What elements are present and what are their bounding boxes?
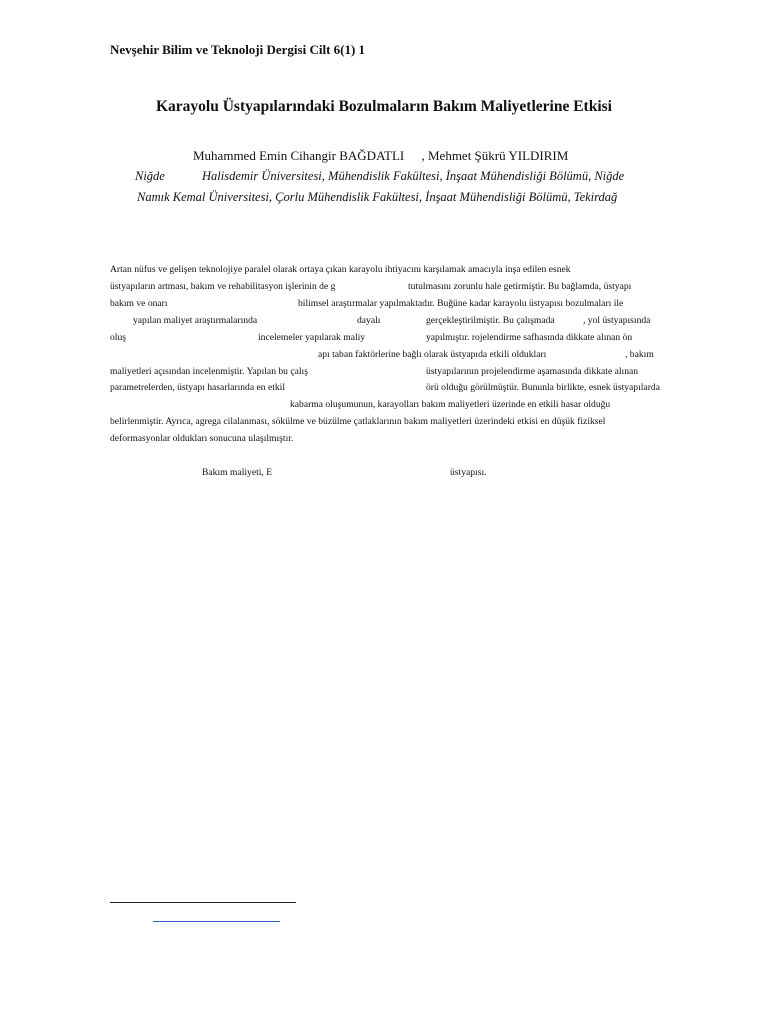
affiliation-1: Halisdemir Üniversitesi, Mühendislik Fakültesi, İnşaat Mühendisliği Bölümü, Niğde	[202, 169, 625, 183]
footnote-separator	[110, 902, 296, 903]
affiliation-1-city: Niğde	[135, 169, 165, 183]
abstract-line-8a: parametrelerden, üstyapı hasarlarında en etkil	[110, 382, 286, 393]
abstract-line-5a: oluş	[110, 332, 126, 343]
abstract-line-8b: örü olduğu görülmüştür. Bununla birlikte, esnek üstyapılarda	[426, 382, 660, 393]
abstract-line-4d: , yol üstyapısında	[583, 315, 651, 326]
footnote-email-link[interactable]	[153, 921, 280, 922]
abstract-line-7b: üstyapılarının projelendirme aşamasında dikkate alınan	[426, 366, 639, 377]
journal-header: Nevşehir Bilim ve Teknoloji Dergisi Cilt 6(1) 1	[110, 42, 366, 57]
abstract-line-11: deformasyonlar oldukları sonucuna ulaşılmıştır.	[110, 433, 294, 444]
abstract-line-2a: üstyapıların artması, bakım ve rehabilitasyon işlerinin de g	[110, 281, 336, 292]
keywords-a: Bakım maliyeti, E	[202, 467, 273, 478]
abstract-line-4c: gerçekleştirilmiştir. Bu çalışmada	[426, 315, 555, 326]
abstract-line-7a: maliyetleri açısından incelenmiştir. Yapılan bu çalış	[110, 366, 308, 377]
abstract-line-3b: bilimsel araştırmalar yapılmaktadır. Buğüne kadar karayolu üstyapısı bozulmaları ile	[298, 298, 624, 309]
abstract-line-1: Artan nüfus ve gelişen teknolojiye paralel olarak ortaya çıkan karayolu ihtiyacını karşılamak amacıyla inşa edilen esnek	[110, 264, 571, 275]
abstract-line-10: belirlenmiştir. Ayrıca, agrega cilalanması, sökülme ve büzülme çatlaklarının bakım maliyetleri üzerindeki etkisi en düşük fiziksel	[110, 416, 606, 427]
author-2: , Mehmet Şükrü YILDIRIM	[421, 148, 569, 163]
abstract-line-5c: yapılmıştır. rojelendirme safhasında dikkate alınan ön	[426, 332, 633, 343]
abstract-line-4b: dayalı	[357, 315, 381, 326]
authors-line	[193, 148, 568, 164]
author-1: Muhammed Emin Cihangir BAĞDATLI	[193, 148, 405, 163]
keywords-b: üstyapısı.	[450, 467, 487, 478]
affiliation-2: Namık Kemal Üniversitesi, Çorlu Mühendislik Fakültesi, İnşaat Mühendisliği Bölümü, Tekirdağ	[137, 190, 618, 204]
abstract-line-5b: incelemeler yapılarak maliy	[258, 332, 366, 343]
abstract-line-9: kabarma oluşumunun, karayolları bakım maliyetleri üzerinde en etkili hasar olduğu	[290, 399, 611, 410]
abstract-line-4a: yapılan maliyet araştırmalarında	[133, 315, 258, 326]
abstract-line-2b: tutulmasını zorunlu hale getirmiştir. Bu bağlamda, üstyapı	[408, 281, 632, 292]
article-title: Karayolu Üstyapılarındaki Bozulmaların Bakım Maliyetlerine Etkisi	[156, 98, 612, 115]
abstract-line-3a: bakım ve onarı	[110, 298, 168, 309]
abstract-line-6b: , bakım	[625, 349, 654, 360]
abstract-line-6a: apı taban faktörlerine bağlı olarak üstyapıda etkili oldukları	[318, 349, 547, 360]
